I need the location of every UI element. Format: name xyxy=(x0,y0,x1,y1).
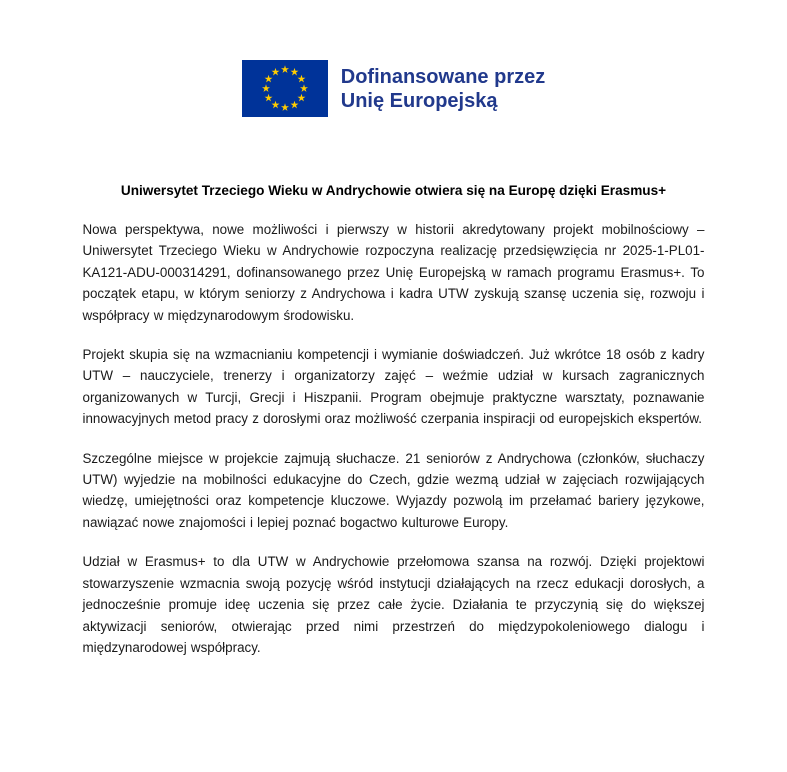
eu-funding-logo xyxy=(0,60,787,117)
paragraph: Udział w Erasmus+ to dla UTW w Andrychowie przełomowa szansa na rozwój. Dzięki projektowi stowarzyszenie wzmacnia swoją pozycję wśród instytucji działających na rzecz edukacji dorosłych, a jednocześnie promuje ideę uczenia się przez całe życie. Działania te przyczynią się do większej aktywizacji seniorów, otwierając przed nimi przestrzeń do międzypokoleniowego dialogu i międzynarodowej współpracy. xyxy=(82,554,705,655)
eu-flag-icon xyxy=(242,60,328,117)
document-title: Uniwersytet Trzeciego Wieku w Andrychowie otwiera się na Europę dzięki Erasmus+ xyxy=(120,183,667,198)
eu-funding-label-line2: Unię Europejską xyxy=(340,89,498,112)
eu-funding-label-line1: Dofinansowane przez xyxy=(340,65,546,88)
paragraph: Nowa perspektywa, nowe możliwości i pierwszy w historii akredytowany projekt mobilnościowy – Uniwersytet Trzeciego Wieku w Andrychowie rozpoczyna realizację przedsięwzięcia nr 2025-1-PL01-KA121-ADU-000314291, dofinansowanego przez Unię Europejską w ramach programu Erasmus+. To początek etapu, w którym seniorzy z Andrychowa i kadra UTW zyskują szansę uczenia się, rozwoju i współpracy w międzynarodowym środowisku. xyxy=(82,222,705,323)
paragraph: Projekt skupia się na wzmacnianiu kompetencji i wymianie doświadczeń. Już wkrótce 18 osób z kadry UTW – nauczyciele, trenerzy i organizatorzy zajęć – weźmie udział w kursach zagranicznych organizowanych w Turcji, Grecji i Hiszpanii. Program obejmuje praktyczne warsztaty, poznawanie innowacyjnych metod pracy z dorosłymi oraz możliwość czerpania inspiracji od europejskich ekspertów. xyxy=(82,347,705,427)
document-body xyxy=(83,181,705,658)
paragraph-container xyxy=(83,219,705,658)
eu-funding-label xyxy=(341,65,545,113)
paragraph: Szczególne miejsce w projekcie zajmują słuchacze. 21 seniorów z Andrychowa (członków, słuchaczy UTW) wyjedzie na mobilności edukacyjne do Czech, gdzie wezmą udział w zajęciach rozwijających wiedzę, umiejętności oraz kompetencje kluczowe. Wyjazdy pozwolą im przełamać bariery językowe, nawiązać nowe znajomości i lepiej poznać bogactwo kulturowe Europy. xyxy=(82,450,705,530)
